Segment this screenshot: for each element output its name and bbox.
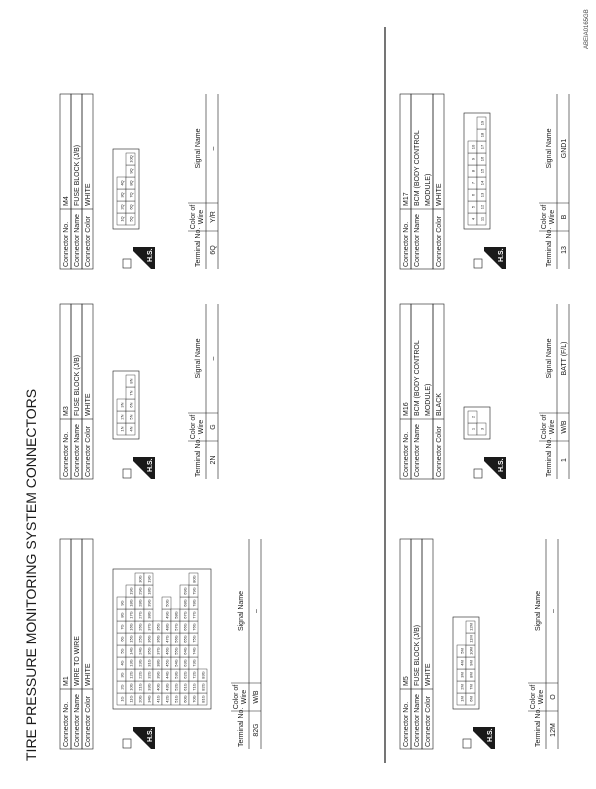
plug-icon: [463, 739, 471, 748]
connector-face-m4: [113, 149, 139, 229]
info-value: WHITE: [436, 183, 443, 206]
hs-label: H.S.: [147, 248, 154, 262]
cell-terminal: 6Q: [210, 245, 217, 255]
cell-terminal: 1: [561, 458, 568, 462]
terminal-cell-label: 37G: [155, 647, 161, 655]
terminal-cell-label: 17: [479, 144, 485, 150]
header-terminal-no: Terminal No.: [195, 437, 202, 477]
terminal-cell-label: 10M: [468, 647, 474, 655]
terminal-cell-label: 8N: [128, 378, 134, 384]
terminal-cell-label: 39G: [146, 599, 152, 607]
terminal-cell-label: 5: [470, 205, 476, 209]
terminal-table: [231, 539, 261, 749]
info-value: FUSE BLOCK (J/B): [74, 144, 81, 206]
info-value: WHITE: [85, 393, 92, 416]
terminal-cell-label: 14: [479, 180, 485, 186]
terminal-cell-label: 74G: [191, 647, 197, 655]
info-label: Connector No.: [403, 221, 410, 267]
terminal-cell-label: 1M: [459, 696, 465, 702]
header-color-of-wire: Color of: [190, 204, 197, 230]
terminal-cell-label: 53G: [173, 671, 179, 679]
terminal-cell-label: 38G: [146, 611, 152, 619]
terminal-table: [528, 539, 558, 749]
terminal-cell-label: 58G: [173, 611, 179, 619]
info-label: Connector No.: [63, 701, 70, 747]
terminal-table: [188, 94, 218, 269]
terminal-cell-label: 17G: [128, 611, 134, 619]
terminal-cell-label: 82G: [200, 683, 206, 691]
header-color-of-wire: Color of: [541, 204, 548, 230]
terminal-cell-label: 45G: [164, 659, 170, 667]
terminal-cell-label: 21G: [137, 683, 143, 691]
terminal-cell-label: 4M: [459, 660, 465, 666]
cell-wire-color: W/B: [561, 420, 568, 434]
terminal-cell-label: 10G: [128, 683, 134, 691]
terminal-cell-label: 55G: [173, 647, 179, 655]
terminal-cell-label: 9G: [119, 600, 125, 606]
terminal-cell-label: 7M: [468, 684, 474, 690]
terminal-cell-label: 50G: [164, 599, 170, 607]
cell-signal: –: [210, 146, 217, 151]
hs-label: H.S.: [498, 458, 505, 472]
hs-label: H.S.: [147, 728, 154, 742]
header-color-of-wire: Wire: [198, 419, 205, 435]
terminal-cell-label: 4: [470, 217, 476, 221]
terminal-cell-label: 80G: [191, 575, 197, 583]
info-value: M4: [63, 196, 70, 206]
terminal-cell-label: 24G: [137, 647, 143, 655]
info-label: Connector Color: [85, 696, 92, 747]
terminal-cell-label: 15G: [128, 635, 134, 643]
cell-wire-color: B: [561, 214, 568, 220]
cell-terminal: 2N: [210, 455, 217, 465]
header-color-of-wire: Wire: [549, 209, 556, 225]
connector-panel-m1: [60, 539, 261, 749]
info-label: Connector Name: [74, 424, 81, 477]
terminal-cell-label: 51G: [173, 695, 179, 703]
header-color-of-wire: Wire: [241, 689, 248, 705]
terminal-cell-label: 34G: [146, 695, 152, 703]
figure-code: ABEIA0165GB: [584, 9, 590, 49]
terminal-cell-label: 14G: [128, 647, 134, 655]
terminal-cell-label: 9: [470, 157, 476, 161]
info-value: M16: [403, 402, 410, 416]
terminal-cell-label: 79G: [191, 587, 197, 595]
terminal-cell-label: 13: [479, 192, 485, 198]
terminal-cell-label: 30G: [137, 575, 143, 583]
terminal-cell-label: 19: [479, 120, 485, 126]
terminal-cell-label: 1: [470, 427, 476, 431]
terminal-cell-label: 36G: [146, 635, 152, 643]
info-value: M1: [63, 676, 70, 686]
info-label: Connector Name: [414, 694, 421, 747]
terminal-cell-label: 15: [479, 168, 485, 174]
info-value: BCM (BODY CONTROL: [414, 130, 421, 206]
terminal-cell-label: 25G: [137, 635, 143, 643]
info-value: FUSE BLOCK (J/B): [414, 624, 421, 686]
plug-icon: [123, 469, 131, 478]
cell-terminal: 13: [561, 246, 568, 254]
terminal-cell-label: 43G: [164, 683, 170, 691]
terminal-cell-label: 38G: [155, 659, 161, 667]
terminal-cell-label: 56G: [173, 635, 179, 643]
terminal-cell-label: 9Q: [128, 168, 134, 174]
cell-signal: –: [550, 609, 557, 613]
connector-face-m1: [113, 569, 211, 709]
info-label: Connector Color: [85, 216, 92, 267]
cell-terminal: 82G: [253, 723, 260, 737]
terminal-cell-label: 29G: [137, 587, 143, 595]
terminal-cell-label: 22G: [137, 671, 143, 679]
info-value: MODULE): [425, 383, 432, 416]
cell-wire-color: W/B: [253, 690, 260, 704]
hs-badge: [123, 247, 155, 269]
connector-face-m16: [464, 407, 490, 439]
terminal-cell-label: 1G: [119, 696, 125, 702]
info-label: Connector Name: [74, 214, 81, 267]
info-label: Connector Color: [436, 426, 443, 477]
rotated-content: [23, 9, 590, 763]
header-signal-name: Signal Name: [238, 590, 245, 632]
info-value: BCM (BODY CONTROL: [414, 340, 421, 416]
terminal-cell-label: 1Q: [119, 216, 125, 222]
terminal-cell-label: 11M: [468, 635, 474, 643]
terminal-cell-label: 2G: [119, 684, 125, 690]
info-label: Connector Name: [74, 694, 81, 747]
terminal-cell-label: 12G: [128, 671, 134, 679]
header-terminal-no: Terminal No.: [195, 227, 202, 267]
terminal-cell-label: 46G: [164, 647, 170, 655]
terminal-cell-label: 66G: [182, 623, 188, 631]
terminal-cell-label: 3: [479, 427, 485, 431]
terminal-cell-label: 2N: [119, 414, 125, 420]
header-color-of-wire: Color of: [541, 414, 548, 440]
terminal-cell-label: 75G: [191, 635, 197, 643]
terminal-cell-label: 78G: [191, 599, 197, 607]
terminal-cell-label: 12: [479, 204, 485, 210]
terminal-cell-label: 6M: [468, 696, 474, 702]
header-signal-name: Signal Name: [546, 338, 553, 379]
connector-face-m3: [113, 371, 139, 439]
header-color-of-wire: Wire: [549, 419, 556, 435]
terminal-cell-label: 65G: [182, 635, 188, 643]
terminal-table: [188, 304, 218, 479]
info-value: WIRE TO WIRE: [74, 636, 81, 686]
terminal-cell-label: 37G: [146, 623, 152, 631]
terminal-cell-label: 6G: [119, 636, 125, 642]
terminal-cell-label: 57G: [173, 623, 179, 631]
info-value: M3: [63, 406, 70, 416]
terminal-cell-label: 6: [470, 193, 476, 197]
terminal-cell-label: 44G: [164, 671, 170, 679]
terminal-cell-label: 72G: [191, 671, 197, 679]
terminal-cell-label: 63G: [182, 659, 188, 667]
terminal-cell-label: 11G: [128, 695, 134, 703]
terminal-cell-label: 3M: [459, 672, 465, 678]
terminal-cell-label: 32G: [146, 671, 152, 679]
terminal-cell-label: 47G: [164, 635, 170, 643]
terminal-cell-label: 31G: [146, 659, 152, 667]
terminal-cell-label: 1N: [119, 426, 125, 432]
cell-terminal: 12M: [550, 723, 557, 737]
terminal-cell-label: 8M: [468, 672, 474, 678]
terminal-cell-label: 35G: [146, 647, 152, 655]
info-value: WHITE: [85, 663, 92, 686]
hs-badge: [474, 247, 506, 269]
info-label: Connector Color: [436, 216, 443, 267]
hs-label: H.S.: [487, 728, 494, 742]
terminal-cell-label: 3G: [119, 672, 125, 678]
terminal-cell-label: 20G: [137, 695, 143, 703]
terminal-cell-label: 18: [479, 132, 485, 138]
terminal-cell-label: 71G: [191, 683, 197, 691]
connector-panel-m16: [400, 304, 569, 479]
hs-badge: [463, 727, 495, 749]
terminal-cell-label: 6Q: [128, 204, 134, 210]
terminal-cell-label: 69G: [182, 587, 188, 595]
header-color-of-wire: Wire: [198, 209, 205, 225]
cell-signal: –: [253, 609, 260, 613]
info-value: M17: [403, 192, 410, 206]
terminal-cell-label: 40G: [155, 683, 161, 691]
terminal-cell-label: 23G: [137, 659, 143, 667]
terminal-cell-label: 4Q: [119, 180, 125, 186]
terminal-cell-label: 48G: [164, 623, 170, 631]
connector-panel-m4: [60, 94, 218, 269]
terminal-cell-label: 73G: [191, 659, 197, 667]
terminal-cell-label: 7N: [128, 390, 134, 396]
terminal-table: [539, 304, 569, 479]
terminal-cell-label: 13G: [128, 659, 134, 667]
info-label: Connector Color: [425, 696, 432, 747]
plug-icon: [474, 469, 482, 478]
header-color-of-wire: Color of: [190, 414, 197, 440]
terminal-cell-label: 61G: [182, 683, 188, 691]
terminal-cell-label: 5M: [459, 648, 465, 654]
terminal-cell-label: 33G: [146, 683, 152, 691]
hs-badge: [123, 457, 155, 479]
hs-badge: [474, 457, 506, 479]
terminal-cell-label: 62G: [182, 671, 188, 679]
header-terminal-no: Terminal No.: [546, 437, 553, 477]
terminal-cell-label: 18G: [146, 587, 152, 595]
terminal-cell-label: 2: [470, 415, 476, 419]
terminal-cell-label: 4N: [128, 426, 134, 432]
terminal-cell-label: 9M: [468, 660, 474, 666]
info-value: WHITE: [85, 183, 92, 206]
terminal-cell-label: 68G: [182, 599, 188, 607]
header-signal-name: Signal Name: [195, 338, 202, 379]
terminal-cell-label: 81G: [200, 695, 206, 703]
info-label: Connector No.: [403, 701, 410, 747]
terminal-cell-label: 49G: [164, 611, 170, 619]
hs-label: H.S.: [498, 248, 505, 262]
connector-face-m5: [453, 617, 479, 709]
terminal-cell-label: 41G: [155, 695, 161, 703]
terminal-cell-label: 77G: [191, 611, 197, 619]
connector-panels: [60, 94, 569, 749]
terminal-cell-label: 11: [479, 216, 485, 222]
terminal-cell-label: 8Q: [128, 180, 134, 186]
info-label: Connector No.: [63, 431, 70, 477]
info-value: MODULE): [425, 173, 432, 206]
terminal-cell-label: 76G: [191, 623, 197, 631]
terminal-cell-label: 7G: [119, 624, 125, 630]
terminal-cell-label: 64G: [182, 647, 188, 655]
cell-signal: –: [210, 356, 217, 361]
terminal-cell-label: 8G: [119, 612, 125, 618]
cell-signal: GND1: [561, 138, 568, 159]
terminal-cell-label: 6N: [128, 402, 134, 408]
terminal-cell-label: 8: [470, 169, 476, 173]
terminal-cell-label: 10Q: [128, 155, 134, 163]
connector-face-m17: [464, 113, 490, 229]
terminal-cell-label: 27G: [137, 611, 143, 619]
terminal-cell-label: 4G: [119, 660, 125, 666]
terminal-cell-label: 83G: [200, 671, 206, 679]
terminal-cell-label: 12M: [468, 623, 474, 631]
terminal-cell-label: 52G: [173, 683, 179, 691]
terminal-cell-label: 18G: [128, 599, 134, 607]
info-value: M5: [403, 676, 410, 686]
connector-panel-m3: [60, 304, 218, 479]
info-value: FUSE BLOCK (J/B): [74, 354, 81, 416]
plug-icon: [123, 739, 131, 748]
info-label: Connector Name: [414, 424, 421, 477]
plug-icon: [474, 259, 482, 268]
cell-wire-color: O: [550, 694, 557, 700]
info-label: Connector No.: [63, 221, 70, 267]
hs-label: H.S.: [147, 458, 154, 472]
terminal-cell-label: 5G: [119, 648, 125, 654]
terminal-cell-label: 16G: [128, 623, 134, 631]
terminal-cell-label: 3N: [119, 402, 125, 408]
header-color-of-wire: Color of: [233, 684, 240, 710]
terminal-cell-label: 2Q: [119, 204, 125, 210]
terminal-cell-label: 7Q: [128, 192, 134, 198]
cell-wire-color: Y/R: [210, 211, 217, 223]
header-terminal-no: Terminal No.: [238, 707, 245, 747]
connector-panel-m17: [400, 94, 569, 269]
terminal-cell-label: 26G: [137, 623, 143, 631]
terminal-cell-label: 3Q: [119, 192, 125, 198]
header-signal-name: Signal Name: [195, 128, 202, 169]
info-label: Connector Color: [85, 426, 92, 477]
info-label: Connector Name: [414, 214, 421, 267]
terminal-cell-label: 28G: [137, 599, 143, 607]
header-color-of-wire: Wire: [538, 689, 545, 705]
header-terminal-no: Terminal No.: [546, 227, 553, 267]
plug-icon: [123, 259, 131, 268]
cell-signal: BATT (F/L): [561, 341, 568, 376]
terminal-cell-label: 5Q: [128, 216, 134, 222]
info-value: WHITE: [425, 663, 432, 686]
terminal-cell-label: 10: [470, 144, 476, 150]
cell-wire-color: G: [210, 424, 217, 430]
terminal-cell-label: 42G: [164, 695, 170, 703]
terminal-cell-label: 7: [470, 181, 476, 185]
terminal-cell-label: 16: [479, 156, 485, 162]
terminal-cell-label: 70G: [191, 695, 197, 703]
header-color-of-wire: Color of: [530, 684, 537, 710]
header-signal-name: Signal Name: [535, 590, 542, 632]
terminal-table: [539, 94, 569, 269]
terminal-cell-label: 54G: [173, 659, 179, 667]
hs-badge: [123, 727, 155, 749]
terminal-cell-label: 39G: [155, 671, 161, 679]
terminal-cell-label: 36G: [155, 635, 161, 643]
terminal-cell-label: 5N: [128, 414, 134, 420]
header-signal-name: Signal Name: [546, 128, 553, 169]
header-terminal-no: Terminal No.: [535, 707, 542, 747]
page-title: TIRE PRESSURE MONITORING SYSTEM CONNECTORS: [23, 388, 39, 761]
terminal-cell-label: 2M: [459, 684, 465, 690]
connector-panel-m5: [400, 539, 558, 749]
info-value: BLACK: [436, 393, 443, 416]
terminal-cell-label: 19G: [146, 575, 152, 583]
terminal-cell-label: 19G: [128, 587, 134, 595]
terminal-cell-label: 67G: [182, 611, 188, 619]
terminal-cell-label: 60G: [182, 695, 188, 703]
info-label: Connector No.: [403, 431, 410, 477]
terminal-cell-label: 35G: [155, 623, 161, 631]
